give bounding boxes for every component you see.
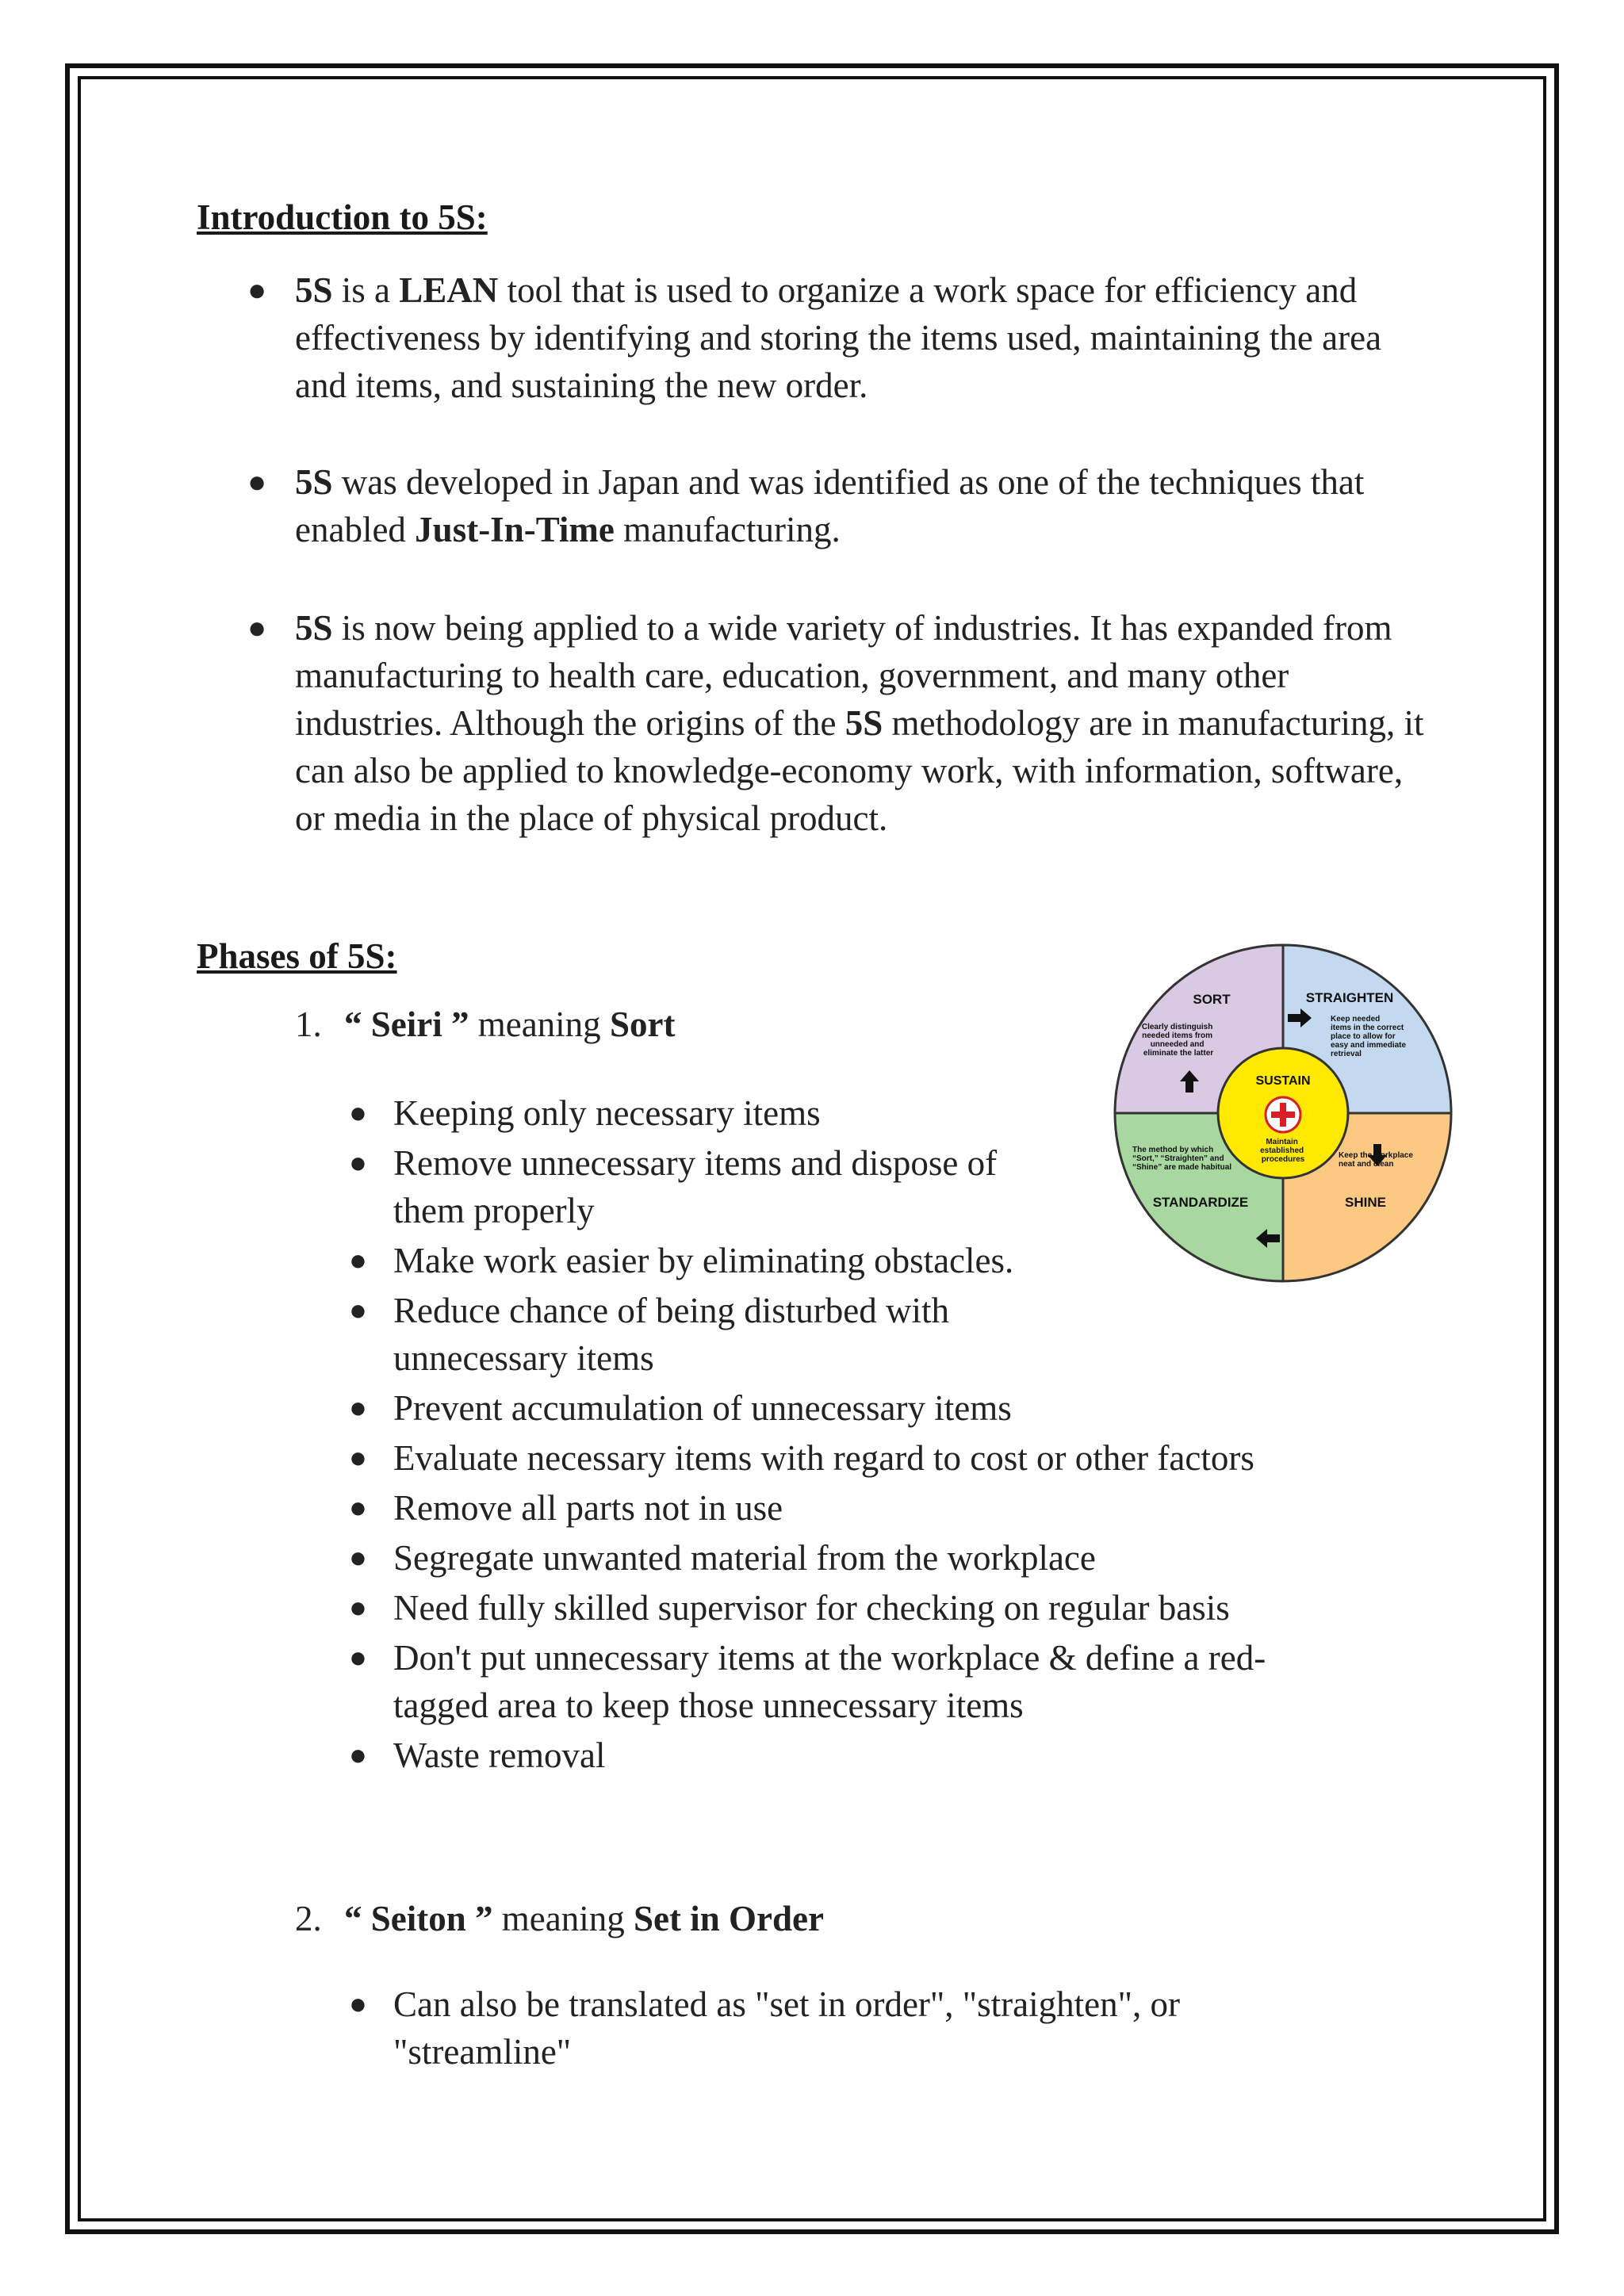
phases-heading: Phases of 5S: [197, 936, 397, 976]
list-item: ● Keeping only necessary items [349, 1093, 821, 1133]
phase-2-list [349, 1980, 1297, 2078]
intro-bullet-2: ● 5S was developed in Japan and was identified as one of the techniques that enabled Just-In-Time manufacturing. [295, 458, 1437, 553]
list-item: ● Waste removal [349, 1735, 606, 1775]
bullet-icon: ● [247, 610, 267, 645]
shine-title: SHINE [1345, 1195, 1386, 1210]
list-item: ● Can also be translated as "set in order", "straighten", or "streamline" [349, 1984, 1180, 2072]
list-item: ● Prevent accumulation of unnecessary items [349, 1388, 1012, 1428]
intro-bullet-1: ● 5S is a LEAN tool that is used to organize a work space for efficiency and effectiveness by identifying and storing the items used, maintaining the area and items, and sustaining the new order. [295, 266, 1437, 409]
plus-icon [1266, 1097, 1300, 1132]
list-item: ● Remove all parts not in use [349, 1488, 783, 1528]
list-item: ● Evaluate necessary items with regard to cost or other factors [349, 1438, 1254, 1478]
intro-bullet-3: ● 5S is now being applied to a wide variety of industries. It has expanded from manufacturing to health care, education, government, and many other industries. Although the origins of the 5S methodology are in manufacturing, it can also be applied to knowledge-economy work, with information, software, or media in the place of physical product. [295, 604, 1437, 842]
list-item: ● Reduce chance of being disturbed with unnecessary items [349, 1291, 950, 1378]
list-item: ● Don't put unnecessary items at the workplace & define a red-tagged area to keep those unnecessary items [349, 1638, 1266, 1725]
intro-heading: Introduction to 5S: [197, 197, 488, 237]
standardize-title: STANDARDIZE [1152, 1195, 1249, 1210]
phase-1-title: 1. “ Seiri ” meaning Sort [295, 1004, 676, 1044]
five-s-cycle-diagram [1112, 942, 1454, 1284]
straighten-desc: Keep needed items in the correct place to allow for easy and immediate retrieval [1331, 1015, 1407, 1058]
sort-desc: Clearly distinguish needed items from unneeded and eliminate the latter [1141, 1023, 1214, 1058]
list-item: ● Need fully skilled supervisor for checking on regular basis [349, 1588, 1230, 1628]
bullet-icon: ● [247, 272, 267, 308]
sort-title: SORT [1193, 992, 1231, 1007]
list-item: ● Remove unnecessary items and dispose of them properly [349, 1143, 998, 1230]
standardize-desc: The method by which “Sort,” “Straighten” and “Shine” are made habitual [1132, 1146, 1232, 1172]
shine-desc: Keep the workplace neat and clean [1339, 1151, 1413, 1169]
list-item: ● Segregate unwanted material from the workplace [349, 1538, 1096, 1578]
sustain-title: SUSTAIN [1255, 1074, 1311, 1088]
list-item: ● Make work easier by eliminating obstacles. [349, 1241, 1014, 1280]
sustain-desc: Maintain established procedures [1260, 1138, 1305, 1164]
straighten-title: STRAIGHTEN [1305, 990, 1394, 1005]
phase-2-title: 2. “ Seiton ” meaning Set in Order [295, 1899, 824, 1938]
bullet-icon: ● [247, 464, 267, 499]
